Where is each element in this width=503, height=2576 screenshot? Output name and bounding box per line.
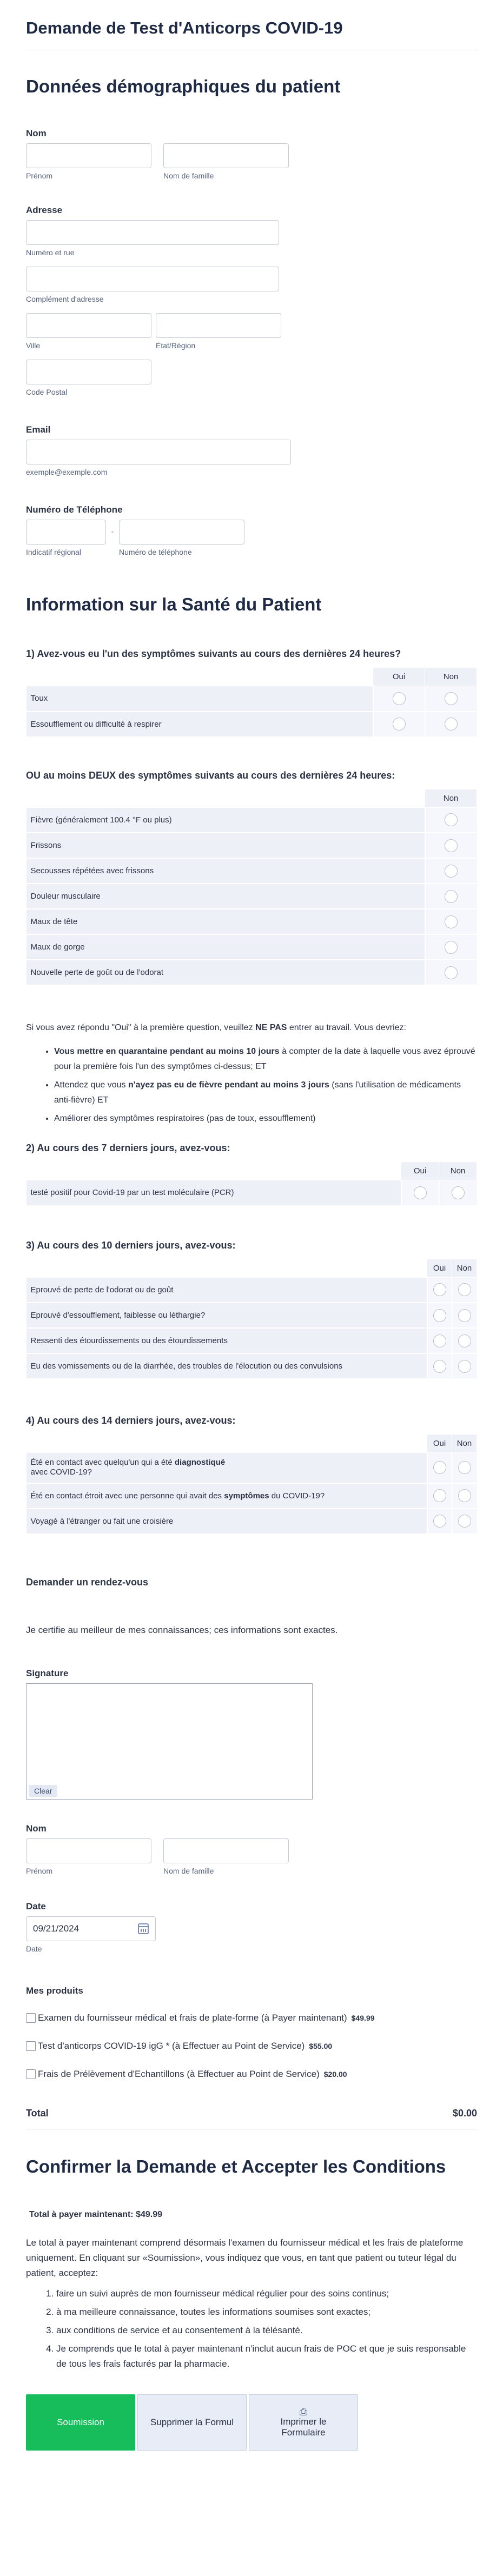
radio-button[interactable] <box>458 1335 471 1347</box>
q2-row-label: Douleur musculaire <box>27 884 425 909</box>
radio-button[interactable] <box>445 915 458 928</box>
clear-signature-button[interactable]: Clear <box>29 1785 57 1797</box>
q3-col-yes: Oui <box>401 1162 439 1180</box>
table-row <box>27 1509 477 1534</box>
table-row <box>27 1453 477 1483</box>
row-bold: diagnostiqué <box>174 1458 226 1468</box>
q4-row-label: Ressenti des étourdissements ou des étourdissements <box>27 1328 427 1353</box>
phone-number-sublabel: Numéro de téléphone <box>119 548 192 556</box>
street-sublabel: Numéro et rue <box>26 248 75 257</box>
row-bold: symptômes <box>224 1491 269 1501</box>
radio-button[interactable] <box>458 1461 471 1474</box>
table-row <box>27 1353 477 1379</box>
radio-button[interactable] <box>393 718 406 731</box>
product-checkbox[interactable] <box>26 2069 36 2079</box>
date-field <box>26 1901 477 1953</box>
name-label: Nom <box>26 128 47 138</box>
q5-matrix <box>26 1434 477 1535</box>
street2-sublabel: Complément d'adresse <box>26 295 104 303</box>
q4-row-label: Eu des vomissements ou de la diarrhée, des troubles de l'élocution ou des convulsions <box>27 1353 427 1379</box>
table-row <box>27 807 477 833</box>
product-name: Examen du fournisseur médical et frais de plate-forme (à Payer maintenant) <box>38 2012 347 2023</box>
printer-icon: ⎙ <box>299 2406 308 2417</box>
print-form-label: Imprimer le Formulaire <box>280 2416 327 2438</box>
products-label: Mes produits <box>26 1985 83 1996</box>
name-field <box>26 128 477 180</box>
table-row <box>27 960 477 985</box>
q5-row-label: Voyagé à l'étranger ou fait une croisière <box>27 1509 427 1534</box>
product-item[interactable] <box>26 2069 477 2080</box>
calendar-icon[interactable] <box>138 1923 149 1934</box>
q5-row-label <box>27 1483 427 1509</box>
q2-row-label: Maux de gorge <box>27 934 425 960</box>
q1-matrix <box>26 667 477 738</box>
q1-col-yes: Oui <box>373 668 425 686</box>
radio-button[interactable] <box>393 692 406 705</box>
q5-row-label <box>27 1453 427 1483</box>
radio-button[interactable] <box>458 1489 471 1502</box>
appointment-title: Demander un rendez-vous <box>26 1576 149 1588</box>
list-item: 2. à ma meilleure connaissance, toutes les informations soumises sont exactes; <box>56 2305 477 2320</box>
q4-col-yes: Oui <box>427 1259 452 1277</box>
intro-text-after: entrer au travail. Vous devriez: <box>287 1023 406 1032</box>
q1-row-label: Toux <box>27 686 373 712</box>
products-field <box>26 1986 477 2080</box>
address-field <box>26 205 477 396</box>
bullet-bold: n'ayez pas eu de fièvre pendant au moins 3 jours <box>128 1080 329 1090</box>
row-text: du COVID-19? <box>269 1491 325 1501</box>
bullet-bold: Vous mettre en quarantaine pendant au moins 10 jours <box>54 1047 280 1056</box>
radio-button[interactable] <box>433 1283 446 1296</box>
radio-button[interactable] <box>445 966 458 979</box>
table-row <box>27 884 477 909</box>
q2-row-label: Frissons <box>27 833 425 858</box>
certify-text: Je certifie au meilleur de mes connaissances; ces informations sont exactes. <box>26 1624 338 1635</box>
q5-col-no: Non <box>452 1435 477 1453</box>
product-price: $20.00 <box>323 2069 347 2079</box>
product-name: Test d'anticorps COVID-19 igG * (à Effectuer au Point de Service) <box>38 2040 305 2051</box>
table-row <box>27 909 477 934</box>
list-item <box>54 1044 477 1074</box>
health-heading: Information sur la Santé du Patient <box>26 594 322 614</box>
email-field <box>26 424 477 476</box>
pay-now-value: Total à payer maintenant: $49.99 <box>29 2209 163 2219</box>
phone-label: Numéro de Téléphone <box>26 504 123 515</box>
radio-button[interactable] <box>445 890 458 903</box>
radio-button[interactable] <box>445 692 458 705</box>
email-input[interactable] <box>26 440 291 464</box>
total-value: $0.00 <box>452 2107 477 2119</box>
q5-title: 4) Au cours des 14 derniers jours, avez-vous: <box>26 1415 236 1426</box>
area-code-input[interactable] <box>26 520 106 545</box>
table-row <box>27 1303 477 1328</box>
signature-field <box>26 1668 477 1800</box>
q4-matrix <box>26 1259 477 1380</box>
list-item <box>54 1078 477 1108</box>
city-sublabel: Ville <box>26 341 41 350</box>
table-row <box>27 712 477 737</box>
appt-first-name-input[interactable] <box>26 1838 151 1863</box>
email-label: Email <box>26 424 51 435</box>
radio-button[interactable] <box>445 865 458 878</box>
city-input[interactable] <box>26 313 151 338</box>
radio-button[interactable] <box>433 1515 446 1528</box>
q4-title: 3) Au cours des 10 derniers jours, avez-vous: <box>26 1239 236 1251</box>
q3-title: 2) Au cours des 7 derniers jours, avez-vous: <box>26 1143 230 1153</box>
print-form-button[interactable] <box>249 2394 358 2451</box>
appt-first-sublabel: Prénom <box>26 1866 53 1875</box>
q1-row-label: Essoufflement ou difficulté à respirer <box>27 712 373 737</box>
date-value: 09/21/2024 <box>33 1923 80 1934</box>
confirm-heading: Confirmer la Demande et Accepter les Conditions <box>26 2156 446 2176</box>
radio-button[interactable] <box>445 839 458 852</box>
radio-button[interactable] <box>458 1309 471 1322</box>
product-checkbox[interactable] <box>26 2013 36 2023</box>
row-text: Été en contact avec quelqu'un qui a été <box>30 1458 175 1468</box>
product-price: $49.99 <box>351 2013 375 2022</box>
form-title: Demande de Test d'Anticorps COVID-19 <box>26 0 477 50</box>
radio-button[interactable] <box>452 1186 465 1199</box>
list-item: 4. Je comprends que le total à payer maintenant n'inclut aucun frais de POC et que je suis responsable de tous les frais facturés par la pharmacie. <box>56 2341 477 2372</box>
list-item: • Améliorer des symptômes respiratoires (pas de toux, essoufflement) <box>54 1111 477 1126</box>
bullet-text: (sans l'utilisation de médicaments anti-fièvre) ET <box>54 1080 461 1105</box>
first-name-sublabel: Prénom <box>26 171 53 180</box>
pay-now-text <box>26 2207 477 2222</box>
date-input[interactable] <box>26 1916 156 1941</box>
bullet-text: à compter de la date à laquelle vous avez éprouvé pour la première fois l'un des symptômes ci-dessus; ET <box>54 1047 475 1071</box>
first-name-input[interactable] <box>26 143 151 168</box>
phone-field <box>26 504 477 556</box>
instructions-intro <box>26 1020 477 1035</box>
confirm-paragraph: Le total à payer maintenant comprend désormais l'examen du fournisseur médical et les frais de plateforme uniquement. En cliquant sur «Soumission», vous indiquez que vous, en tant que patient ou tuteur légal du patient, acceptez: <box>26 2237 464 2278</box>
submit-button[interactable]: Soumission <box>26 2394 135 2451</box>
table-row <box>27 1328 477 1353</box>
q4-col-no: Non <box>452 1259 477 1277</box>
date-sublabel: Date <box>26 1944 42 1953</box>
last-name-input[interactable] <box>163 143 289 168</box>
confirm-list <box>56 2286 477 2372</box>
q1-col-no: Non <box>425 668 477 686</box>
phone-separator: - <box>111 527 114 536</box>
appt-last-name-input[interactable] <box>163 1838 289 1863</box>
q4-row-label: Eprouvé d'essoufflement, faiblesse ou léthargie? <box>27 1303 427 1328</box>
intro-bold: NE PAS <box>255 1023 287 1032</box>
intro-text: Si vous avez répondu "Oui" à la première question, veuillez <box>26 1023 256 1032</box>
phone-number-input[interactable] <box>119 520 244 545</box>
signature-pad[interactable] <box>26 1683 313 1800</box>
row-text: Été en contact étroit avec une personne qui avait des <box>30 1491 224 1501</box>
q3-row-label: testé positif pour Covid-19 par un test moléculaire (PCR) <box>27 1180 401 1206</box>
radio-button[interactable] <box>445 813 458 826</box>
product-checkbox[interactable] <box>26 2041 36 2051</box>
row-text: avec COVID-19? <box>30 1468 92 1477</box>
radio-button[interactable] <box>433 1461 446 1474</box>
table-row <box>27 686 477 712</box>
table-row <box>27 858 477 884</box>
zip-sublabel: Code Postal <box>26 388 68 396</box>
radio-button[interactable] <box>414 1186 427 1199</box>
q2-matrix <box>26 789 477 986</box>
radio-button[interactable] <box>445 941 458 954</box>
table-row <box>27 1277 477 1303</box>
list-item: 3. aux conditions de service et au consentement à la télésanté. <box>56 2323 477 2338</box>
q2-row-label: Maux de tête <box>27 909 425 934</box>
area-code-sublabel: Indicatif régional <box>26 548 81 556</box>
q2-row-label: Fièvre (généralement 100.4 °F ou plus) <box>27 807 425 833</box>
q2-row-label: Secousses répétées avec frissons <box>27 858 425 884</box>
instructions-block <box>26 1020 477 1126</box>
state-input[interactable] <box>156 313 281 338</box>
radio-button[interactable] <box>458 1360 471 1373</box>
radio-button[interactable] <box>458 1283 471 1296</box>
radio-button[interactable] <box>433 1309 446 1322</box>
appt-last-sublabel: Nom de famille <box>163 1866 214 1875</box>
bullet-text: Attendez que vous <box>54 1080 128 1090</box>
signature-label: Signature <box>26 1668 69 1678</box>
address-label: Adresse <box>26 205 63 215</box>
table-row <box>27 934 477 960</box>
product-item[interactable] <box>26 2041 477 2051</box>
state-sublabel: État/Région <box>156 341 196 350</box>
delete-form-button[interactable]: Supprimer la Formul <box>137 2394 247 2451</box>
demographics-heading: Données démographiques du patient <box>26 76 341 96</box>
product-item[interactable] <box>26 2013 477 2023</box>
email-sublabel: exemple@exemple.com <box>26 468 108 476</box>
table-row <box>27 1180 477 1206</box>
q4-row-label: Eprouvé de perte de l'odorat ou de goût <box>27 1277 427 1303</box>
product-price: $55.00 <box>309 2041 333 2050</box>
last-name-sublabel: Nom de famille <box>163 171 214 180</box>
table-row <box>27 833 477 858</box>
q2-row-label: Nouvelle perte de goût ou de l'odorat <box>27 960 425 985</box>
zip-input[interactable] <box>26 360 151 384</box>
radio-button[interactable] <box>433 1360 446 1373</box>
q3-matrix <box>26 1161 477 1206</box>
q3-col-no: Non <box>439 1162 477 1180</box>
table-row <box>27 1483 477 1509</box>
product-name: Frais de Prélèvement d'Echantillons (à Effectuer au Point de Service) <box>38 2068 320 2079</box>
total-label: Total <box>26 2107 49 2119</box>
appt-name-field <box>26 1823 477 1875</box>
q5-col-yes: Oui <box>427 1435 452 1453</box>
radio-button[interactable] <box>433 1335 446 1347</box>
form-buttons <box>26 2394 477 2451</box>
street-input[interactable] <box>26 220 279 245</box>
list-item: 1. faire un suivi auprès de mon fournisseur médical régulier pour des soins continus; <box>56 2286 477 2301</box>
q1-title: 1) Avez-vous eu l'un des symptômes suivants au cours des dernières 24 heures? <box>26 648 401 659</box>
appt-name-label: Nom <box>26 1823 47 1834</box>
radio-button[interactable] <box>458 1515 471 1528</box>
q2-col-no: Non <box>425 789 477 807</box>
radio-button[interactable] <box>445 718 458 731</box>
total-row <box>26 2108 477 2129</box>
radio-button[interactable] <box>433 1489 446 1502</box>
street2-input[interactable] <box>26 267 279 291</box>
q2-title: OU au moins DEUX des symptômes suivants au cours des dernières 24 heures: <box>26 769 395 781</box>
date-label: Date <box>26 1901 46 1911</box>
